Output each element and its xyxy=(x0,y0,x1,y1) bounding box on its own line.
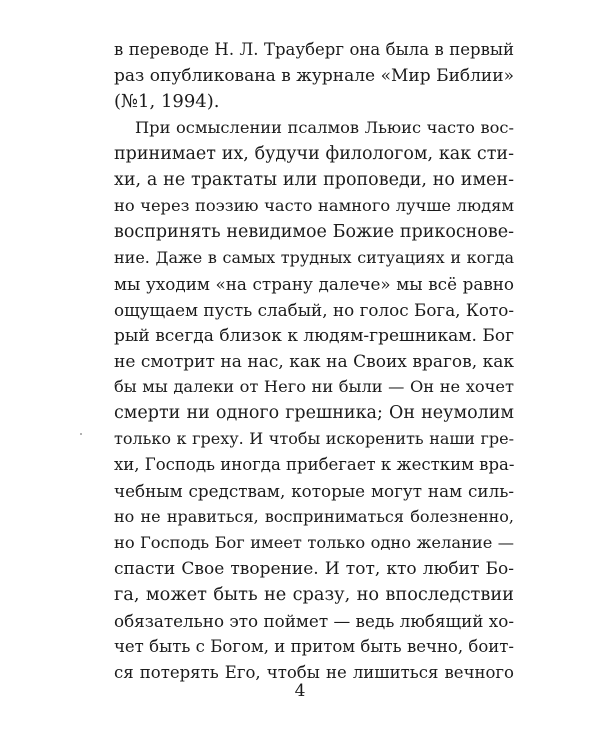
text-line: га, может быть не сразу, но впоследствии xyxy=(114,585,514,605)
text-line: в переводе Н. Л. Трауберг она была в первый xyxy=(114,40,514,59)
text-line: ние. Даже в самых трудных ситуациях и когда xyxy=(114,248,514,267)
text-line: хи, Господь иногда прибегает к жестким вра- xyxy=(114,455,515,474)
text-line: бы мы далеки от Него ни были — Он не хочет xyxy=(114,377,514,396)
text-line: чет быть с Богом, и притом быть вечно, боит- xyxy=(114,637,514,656)
text-line: воспринять невидимое Божие прикоснове- xyxy=(114,222,514,242)
text-line: раз опубликована в журнале «Мир Библии» xyxy=(114,66,514,86)
text-line: ощущаем пусть слабый, но голос Бога, Кото- xyxy=(114,300,514,320)
text-line: только к греху. И чтобы искоренить наши гре- xyxy=(114,429,514,448)
text-line: (№1, 1994). xyxy=(114,91,220,112)
text-line: но не нравиться, восприниматься болезненно, xyxy=(114,507,514,526)
page-number: 4 xyxy=(294,681,306,701)
text-line: обязательно это поймет — ведь любящий хо- xyxy=(114,611,514,631)
text-line: спасти Свое творение. И тот, кто любит Бо- xyxy=(114,559,514,579)
text-line: но Господь Бог имеет только одно желание — xyxy=(114,533,514,552)
text-line: но через поэзию часто намного лучше людям xyxy=(114,196,514,215)
text-line: рый всегда близок к людям-грешникам. Бог xyxy=(114,326,514,346)
text-line: мы уходим «на страну далече» мы всё равно xyxy=(114,274,514,294)
text-line: не смотрит на нас, как на Своих врагов, как xyxy=(114,352,514,372)
text-line: чебным средствам, которые могут нам силь- xyxy=(114,481,514,501)
text-line: принимает их, будучи филологом, как сти- xyxy=(114,144,514,164)
text-line: хи, а не трактаты или проповеди, но имен- xyxy=(114,170,514,190)
text-line: смерти ни одного грешника; Он неумолим xyxy=(114,403,514,423)
text-line: ся потерять Его, чтобы не лишиться вечного xyxy=(114,663,514,682)
margin-dot xyxy=(80,433,82,435)
paragraph-first-line: При осмыслении псалмов Льюис часто вос- xyxy=(135,118,514,137)
